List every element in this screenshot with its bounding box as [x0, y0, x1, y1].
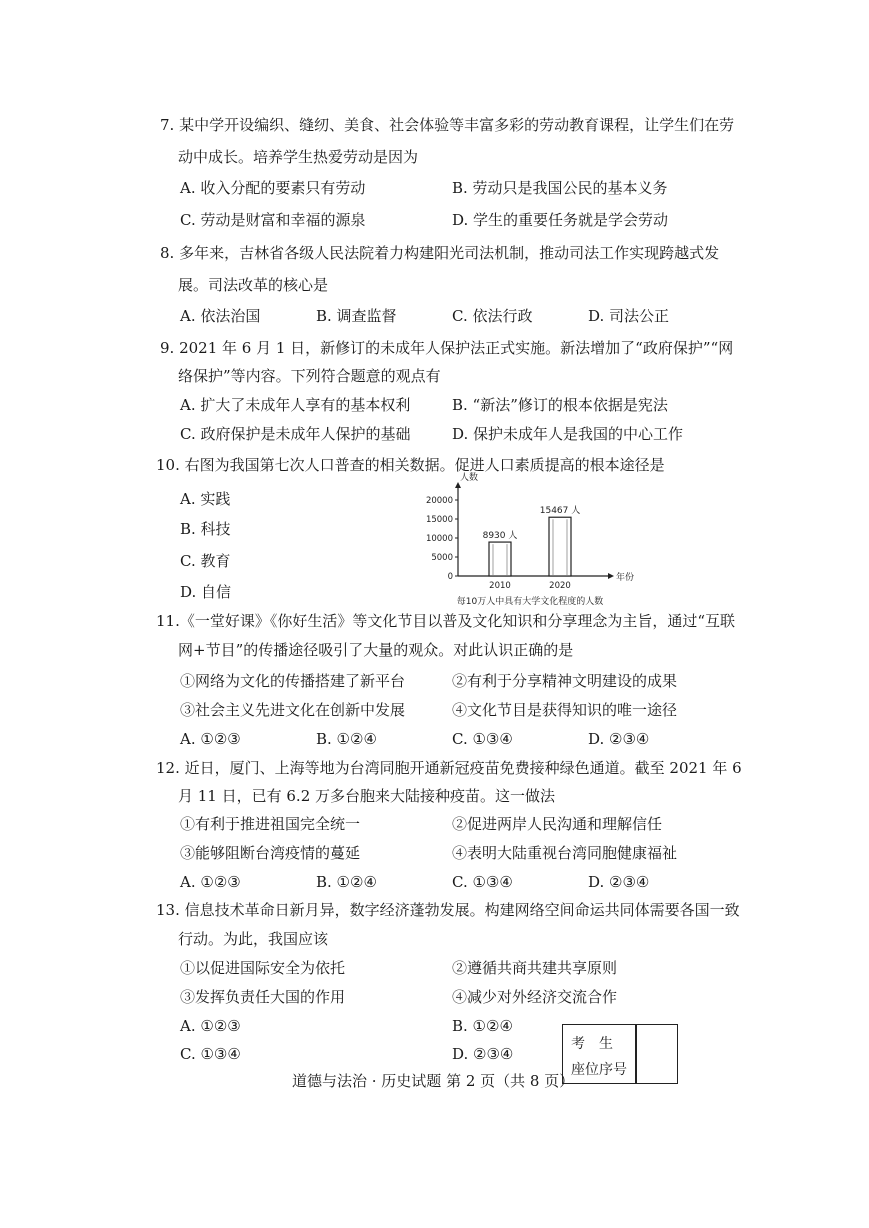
seat-box-label-candidate: 考生	[571, 1036, 627, 1052]
q13-statement-4: ④减少对外经济交流合作	[452, 988, 618, 1006]
q7-option-b: B. 劳动只是我国公民的基本义务	[452, 179, 668, 197]
q11-option-b: B. ①②④	[316, 730, 377, 748]
chart-data-label: 8930 人	[482, 531, 518, 542]
chart-y-tick-label: 15000	[425, 515, 453, 525]
chart-bar	[549, 517, 571, 576]
chart-x-tick-label: 2020	[549, 581, 571, 591]
chart-x-label: 年份	[616, 573, 635, 583]
page-footer: 道德与法治 · 历史试题 第 2 页（共 8 页）	[292, 1072, 575, 1090]
seat-number-box	[562, 1024, 678, 1084]
chart-y-tick-label: 20000	[425, 496, 453, 506]
q12-stem-line1: 12. 近日，厦门、上海等地为台湾同胞开通新冠疫苗免费接种绿色通道。截至 2021 年 6	[156, 759, 742, 777]
q12-option-c: C. ①③④	[452, 873, 513, 891]
q8-option-d: D. 司法公正	[588, 307, 670, 325]
q9-option-d: D. 保护未成年人是我国的中心工作	[452, 425, 684, 443]
q12-statement-3: ③能够阻断台湾疫情的蔓延	[180, 844, 361, 862]
q12-statement-1: ①有利于推进祖国完全统一	[180, 815, 361, 833]
chart-x-axis-arrow	[608, 573, 614, 579]
population-bar-chart	[418, 470, 638, 610]
q12-option-a: A. ①②③	[180, 873, 241, 891]
q8-option-b: B. 调查监督	[316, 307, 397, 325]
chart-y-label: 人数	[460, 473, 479, 483]
q8-stem-line2: 展。司法改革的核心是	[178, 276, 329, 294]
q9-option-c: C. 政府保护是未成年人保护的基础	[180, 425, 411, 443]
q13-option-a: A. ①②③	[180, 1017, 241, 1035]
q7-option-d: D. 学生的重要任务就是学会劳动	[452, 211, 669, 229]
q12-statement-4: ④表明大陆重视台湾同胞健康福祉	[452, 844, 678, 862]
q10-option-c: C. 教育	[180, 552, 231, 570]
q7-stem-line2: 动中成长。培养学生热爱劳动是因为	[178, 148, 419, 166]
q10-option-d: D. 自信	[180, 583, 232, 601]
q13-statement-2: ②遵循共商共建共享原则	[452, 959, 618, 977]
q11-stem-line2: 网+节目”的传播途径吸引了大量的观众。对此认识正确的是	[178, 641, 574, 659]
q7-option-a: A. 收入分配的要素只有劳动	[180, 179, 366, 197]
q12-statement-2: ②促进两岸人民沟通和理解信任	[452, 815, 663, 833]
q8-stem-line1: 8. 多年来，吉林省各级人民法院着力构建阳光司法机制，推动司法工作实现跨越式发	[160, 244, 720, 262]
q9-stem-line2: 络保护”等内容。下列符合题意的观点有	[178, 367, 441, 385]
q13-option-d: D. ②③④	[452, 1045, 514, 1063]
chart-y-tick-label: 10000	[425, 534, 453, 544]
q10-stem: 10. 右图为我国第七次人口普查的相关数据。促进人口素质提高的根本途径是	[156, 456, 665, 474]
q8-option-a: A. 依法治国	[180, 307, 261, 325]
q10-option-a: A. 实践	[180, 490, 231, 508]
chart-y-tick-label: 5000	[431, 553, 453, 563]
q13-stem-line2: 行动。为此，我国应该	[178, 930, 329, 948]
q7-stem-line1: 7. 某中学开设编织、缝纫、美食、社会体验等丰富多彩的劳动教育课程，让学生们在劳	[160, 116, 735, 134]
q9-stem-line1: 9. 2021 年 6 月 1 日，新修订的未成年人保护法正式实施。新法增加了“政府保护”“网	[160, 339, 734, 357]
seat-box-divider	[635, 1025, 637, 1083]
q9-option-a: A. 扩大了未成年人享有的基本权利	[180, 396, 411, 414]
q8-option-c: C. 依法行政	[452, 307, 533, 325]
q11-statement-3: ③社会主义先进文化在创新中发展	[180, 701, 406, 719]
q11-statement-1: ①网络为文化的传播搭建了新平台	[180, 672, 406, 690]
chart-caption: 每10万人中具有大学文化程度的人数	[456, 597, 604, 607]
q11-option-a: A. ①②③	[180, 730, 241, 748]
q11-option-d: D. ②③④	[588, 730, 650, 748]
q11-stem-line1: 11.《一堂好课》《你好生活》等文化节目以普及文化知识和分享理念为主旨，通过“互联	[156, 612, 736, 630]
q12-option-d: D. ②③④	[588, 873, 650, 891]
q13-stem-line1: 13. 信息技术革命日新月异，数字经济蓬勃发展。构建网络空间命运共同体需要各国一致	[156, 901, 740, 919]
q13-statement-1: ①以促进国际安全为依托	[180, 959, 346, 977]
q13-statement-3: ③发挥负责任大国的作用	[180, 988, 346, 1006]
q10-option-b: B. 科技	[180, 520, 231, 538]
q11-statement-2: ②有利于分享精神文明建设的成果	[452, 672, 678, 690]
chart-bar	[489, 542, 511, 576]
q13-option-b: B. ①②④	[452, 1017, 513, 1035]
q11-statement-4: ④文化节目是获得知识的唯一途径	[452, 701, 678, 719]
seat-box-label-seat: 座位序号	[571, 1062, 627, 1078]
chart-data-label: 15467 人	[539, 506, 581, 517]
q13-option-c: C. ①③④	[180, 1045, 241, 1063]
chart-x-tick-label: 2010	[489, 581, 511, 591]
q9-option-b: B. “新法”修订的根本依据是宪法	[452, 396, 668, 414]
q12-option-b: B. ①②④	[316, 873, 377, 891]
chart-svg	[418, 470, 638, 610]
q12-stem-line2: 月 11 日，已有 6.2 万多台胞来大陆接种疫苗。这一做法	[178, 787, 556, 805]
q11-option-c: C. ①③④	[452, 730, 513, 748]
chart-y-tick-label: 0	[447, 572, 453, 582]
q7-option-c: C. 劳动是财富和幸福的源泉	[180, 211, 366, 229]
